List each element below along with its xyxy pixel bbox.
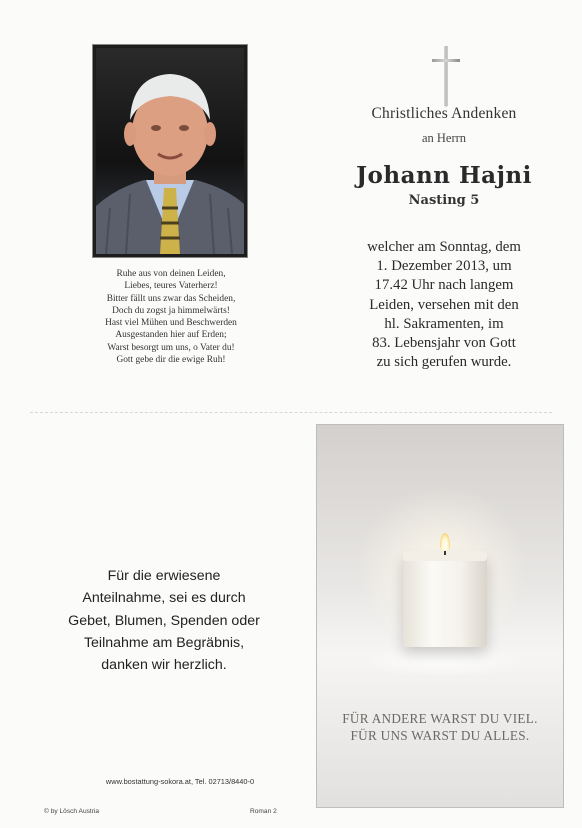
details-line: 1. Dezember 2013, um	[376, 258, 512, 275]
cross-icon	[430, 44, 462, 112]
poem-line: Gott gebe dir die ewige Ruh!	[116, 355, 226, 366]
card-subheading: an Herrn	[421, 131, 467, 145]
details-line: zu sich gerufen wurde.	[376, 354, 512, 371]
quote-line: FÜR ANDERE WARST DU VIEL.	[342, 711, 538, 726]
quote-line: FÜR UNS WARST DU ALLES.	[350, 728, 530, 743]
fold-line	[30, 412, 552, 413]
poem-line: Ruhe aus von deinen Leiden,	[116, 269, 226, 279]
details-line: hl. Sakramenten, im	[384, 315, 504, 332]
thanks-line: Für die erwiesene	[107, 568, 221, 584]
poem-line: Hast viel Mühen und Beschwerden	[105, 318, 237, 329]
funeral-home-contact: www.bostattung-sokora.at, Tel. 02713/8440-0	[105, 777, 255, 786]
portrait-illustration	[96, 48, 244, 254]
poem-line: Liebes, teures Vaterherz!	[124, 281, 218, 292]
flame-icon	[440, 533, 450, 551]
details-line: 83. Lebensjahr von Gott	[372, 335, 516, 352]
poem-line: Bitter fällt uns zwar das Scheiden,	[106, 293, 236, 304]
thanks-line: Gebet, Blumen, Spenden oder	[68, 612, 260, 629]
portrait-image	[96, 48, 244, 254]
thanks-message	[44, 565, 284, 676]
candle-reflection	[357, 647, 527, 677]
candle-card	[316, 424, 564, 808]
details-line: Leiden, versehen mit den	[369, 296, 519, 313]
portrait-photo	[92, 44, 248, 258]
deceased-name: Johann Hajni	[356, 162, 532, 189]
candle-icon	[403, 555, 487, 647]
poem-line: Ausgestanden hier auf Erden;	[115, 330, 227, 341]
deceased-address: Nasting 5	[408, 193, 480, 208]
thanks-line: danken wir herzlich.	[101, 657, 227, 674]
death-details	[336, 238, 552, 372]
poem-line: Doch du zogst ja himmelwärts!	[112, 305, 230, 316]
poem-line: Warst besorgt um uns, o Vater du!	[107, 342, 235, 353]
copyright-notice: © by Lösch Austria	[44, 808, 100, 815]
poem	[60, 268, 282, 366]
card-heading: Christliches Andenken	[371, 105, 517, 122]
details-line: welcher am Sonntag, dem	[367, 239, 521, 255]
card-model: Roman 2	[250, 808, 277, 815]
thanks-line: Teilnahme am Begräbnis,	[83, 634, 245, 651]
thanks-line: Anteilnahme, sei es durch	[82, 590, 246, 607]
details-line: 17.42 Uhr nach langem	[374, 277, 514, 294]
memorial-quote	[317, 710, 563, 744]
